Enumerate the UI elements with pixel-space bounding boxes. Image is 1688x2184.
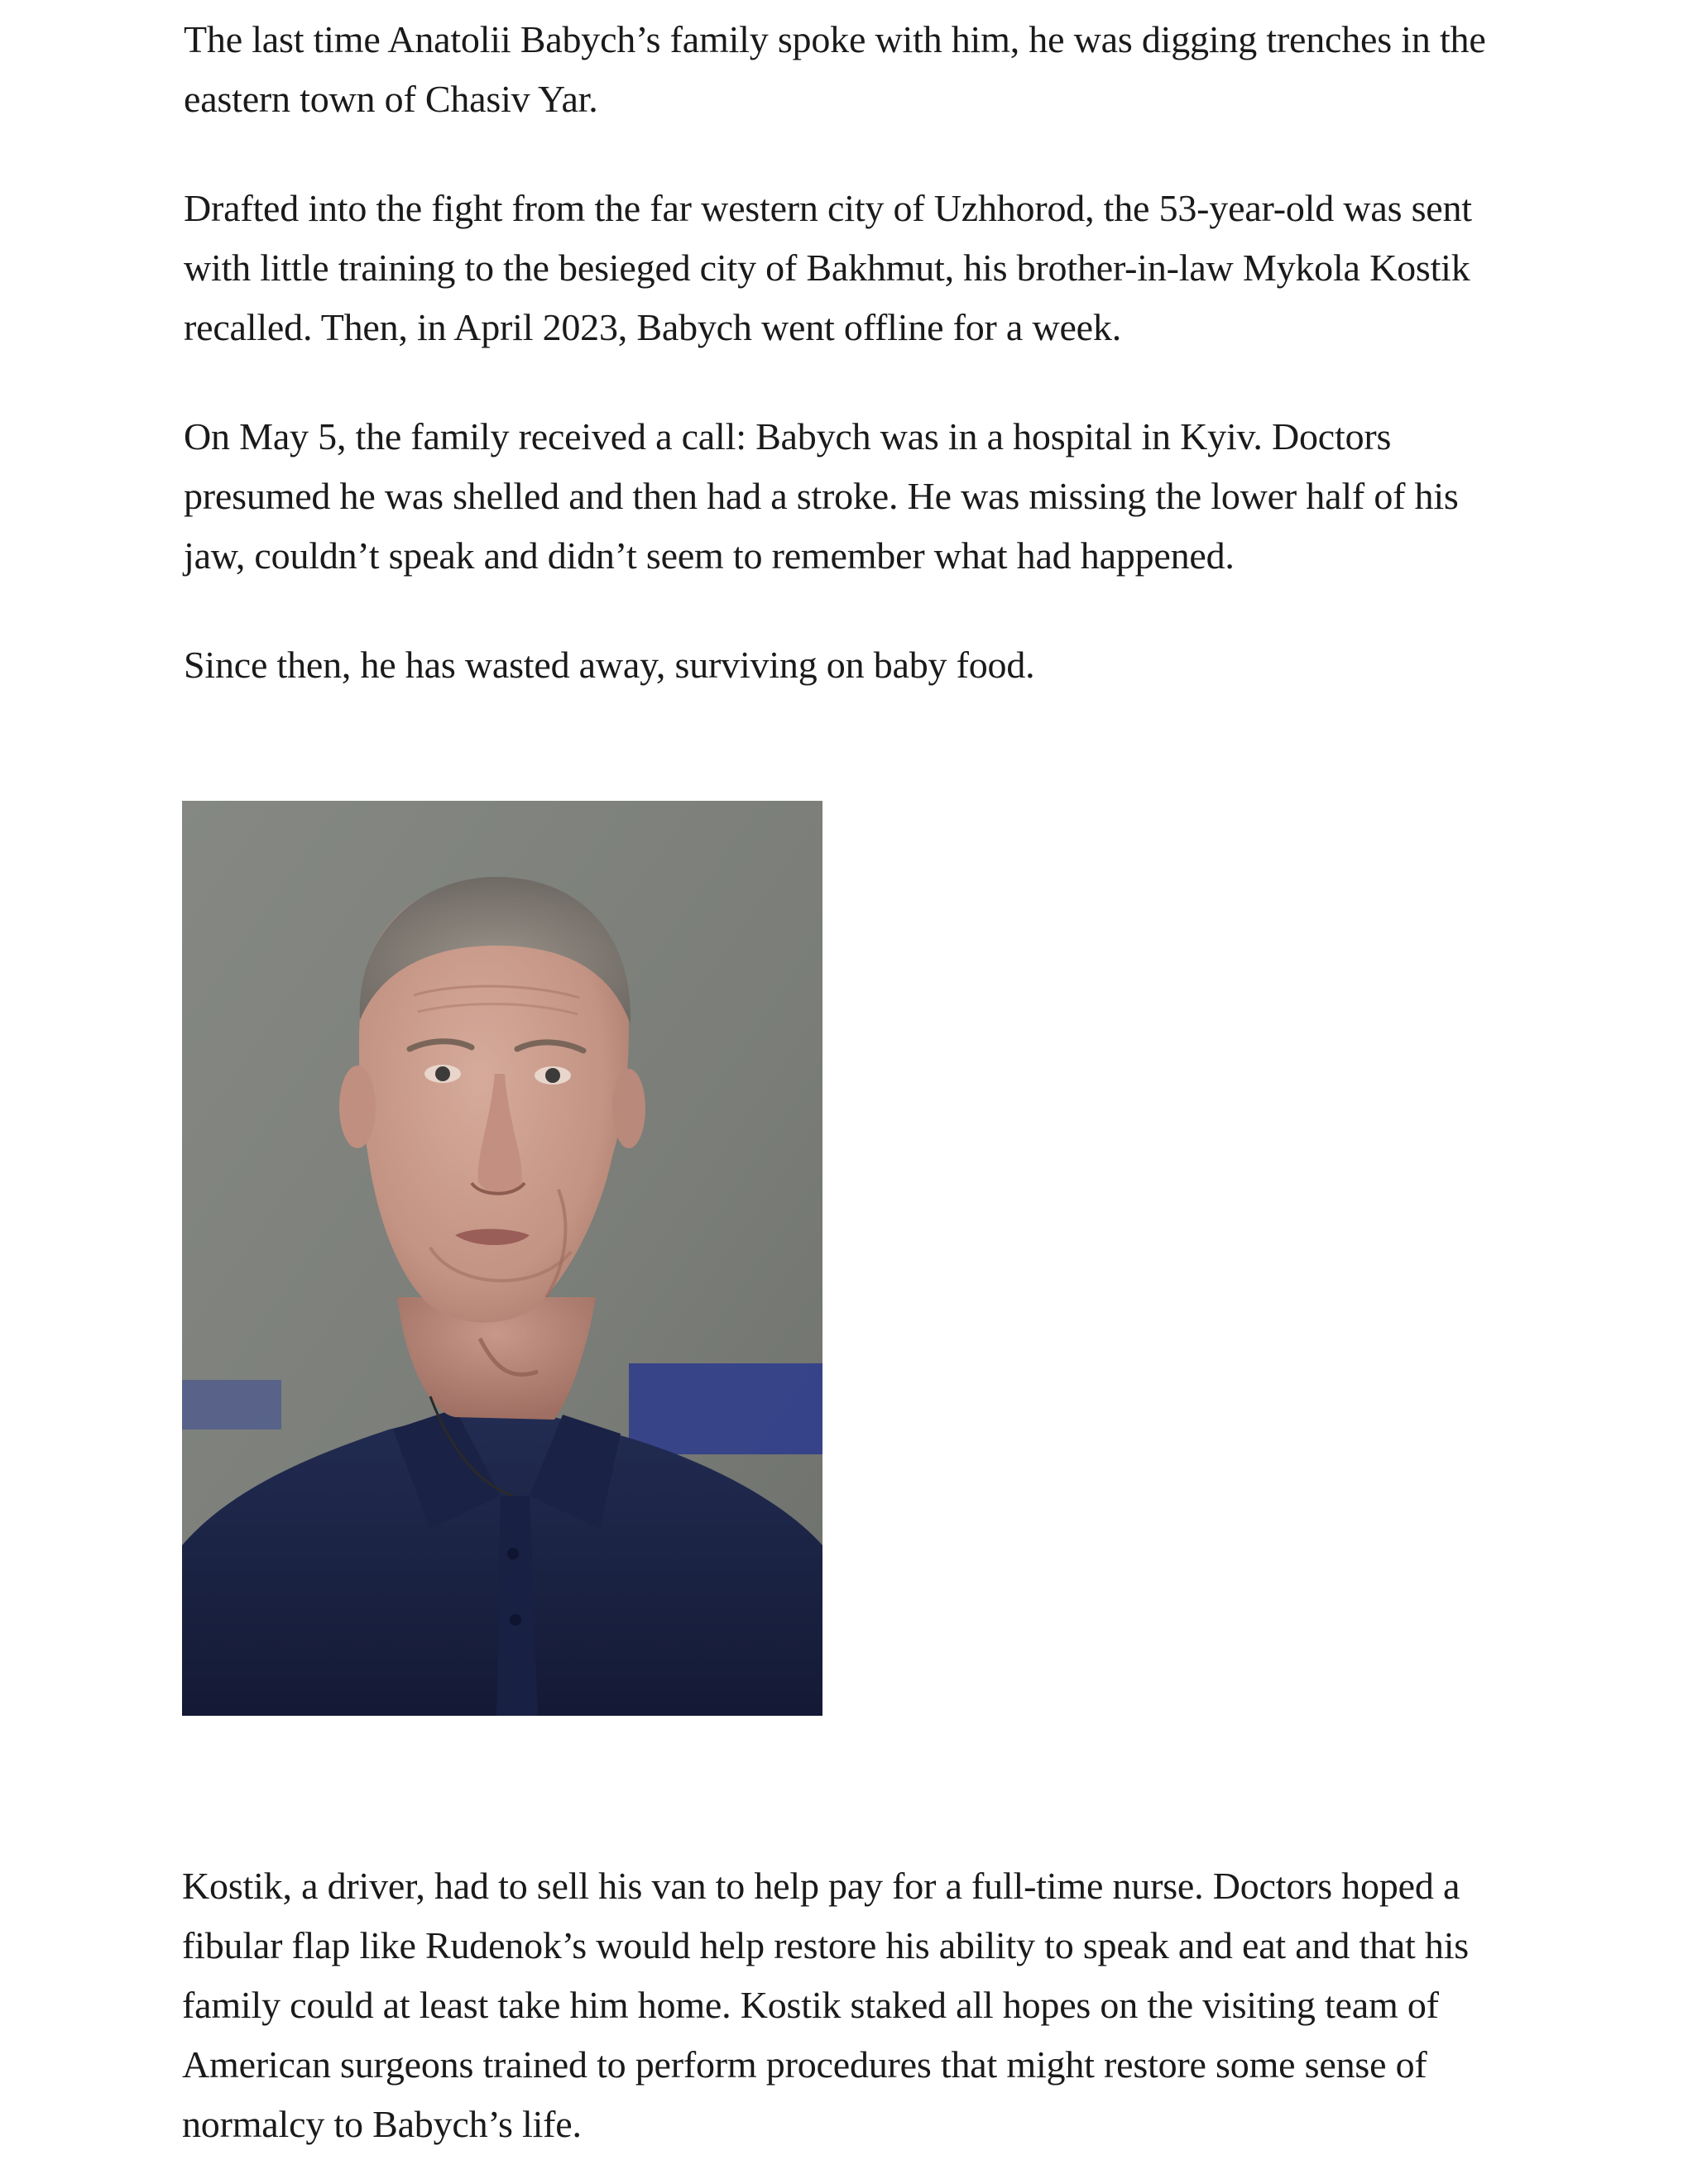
paragraph-1: The last time Anatolii Babych’s family spoke with him, he was digging trenches in the eastern town of Chasiv Yar. <box>184 18 1486 120</box>
paragraph-2: Drafted into the fight from the far western city of Uzhhorod, the 53-year-old was sent with little training to the besieged city of Bakhmut, his brother-in-law Mykola Kostik recalled. Then, in April 2023, Babych went offline for a week. <box>184 187 1472 348</box>
paragraph-4: Since then, he has wasted away, surviving on baby food. <box>184 644 1035 686</box>
portrait-photo <box>182 801 822 1716</box>
portrait-illustration <box>182 801 822 1716</box>
paragraph-5: Kostik, a driver, had to sell his van to help pay for a full-time nurse. Doctors hoped a fibular flap like Rudenok’s would help restore his ability to speak and eat and that his family could at least take him home. Kostik staked all hopes on the visiting team of American surgeons trained to perform procedures that might restore some sense of normalcy to Babych’s life. <box>182 1865 1469 2145</box>
paragraph-3: On May 5, the family received a call: Babych was in a hospital in Kyiv. Doctors presumed he was shelled and then had a stroke. He was missing the lower half of his jaw, couldn’t speak and didn’t seem to remember what had happened. <box>184 415 1459 577</box>
